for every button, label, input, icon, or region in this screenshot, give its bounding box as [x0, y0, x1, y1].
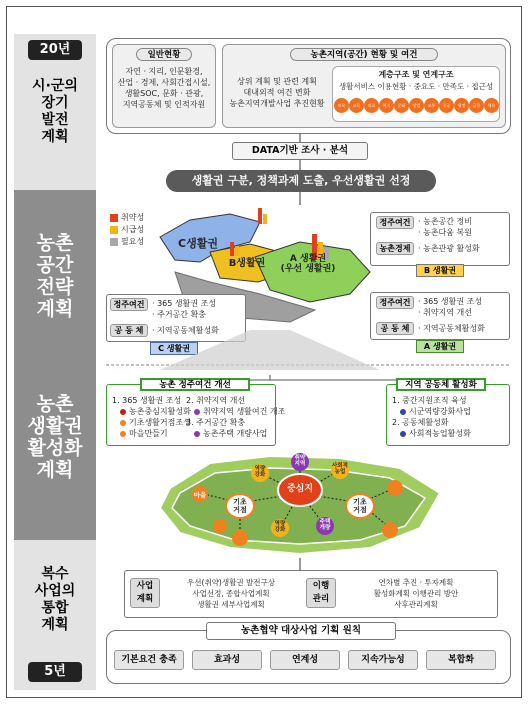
legend-swatch — [110, 214, 118, 222]
service-circle: 상업 — [409, 98, 424, 113]
service-circle: 공공 — [439, 98, 454, 113]
service-usage-text: 생활서비스 이용현황 · 중요도 · 만족도 · 접근성 — [338, 82, 494, 91]
improve-left-item: 기초생활거점조성 — [120, 417, 191, 428]
map-center: 중심지 — [286, 484, 314, 494]
principle-card: 연계성 — [270, 650, 340, 670]
principle-card: 효과성 — [192, 650, 262, 670]
general-status-title: 일반현황 — [136, 48, 192, 61]
principle-card: 기본요건 충족 — [114, 650, 184, 670]
zone-c-label: C생활권 — [178, 237, 218, 250]
improve-title: 농촌 정주여건 개선 — [140, 378, 250, 391]
improve-right-item: 농촌주택 개량사업 — [194, 428, 267, 439]
principle-card: 복합화 — [426, 650, 496, 670]
map-housing: 주택 개량 — [319, 519, 331, 531]
general-status-text: 자연 · 지리, 인문환경, 산업 · 경제, 사회간접시설, 생활SOC, 문화 · 관광, 지역공동체 및 인적자원 — [117, 67, 211, 109]
improve-left-item: 농촌중심지활성화 — [120, 406, 191, 417]
legend-label: 시급성 — [121, 225, 145, 234]
period-5-years: 5년 — [28, 662, 82, 682]
service-circle: 문화 — [394, 98, 409, 113]
service-circle: 교육 — [349, 98, 364, 113]
improve-right-item: 3. 주거공간 확충 — [186, 418, 246, 427]
rural-plan-text: 상위 계획 및 관련 계획 대내외적 여건 변화 농촌지역개발사업 추진현황 — [229, 77, 325, 108]
principle-title: 농촌협약 대상사업 기획 원칙 — [206, 622, 396, 640]
map-village: 마을 — [193, 491, 207, 499]
bullet-dot-icon — [120, 431, 126, 437]
b-zone-footer: B 생활권 — [416, 264, 464, 277]
improve-left-item: 마을만들기 — [120, 428, 168, 439]
service-circle: 복지 — [379, 98, 394, 113]
bullet-dot-icon — [400, 431, 406, 437]
improve-right-item: 취약지역 생활여건 개조 — [194, 406, 285, 417]
improve-right-item: 2. 취약지역 개선 — [186, 396, 246, 405]
community-title: 지역 공동체 활성화 — [396, 378, 486, 391]
period-20-years: 20년 — [28, 40, 82, 60]
a-row2-text: · 지역공동체활성화 — [418, 324, 485, 333]
zone-a-label: A 생활권 (우선 생활권) — [280, 254, 336, 274]
label-integration-plan: 복수 사업의 통합 계획 — [34, 566, 76, 633]
implementation-tag: 이행 관리 — [306, 578, 336, 608]
map-hub-left: 기초 거점 — [233, 498, 247, 514]
map-capacity-1: 역량 강화 — [254, 466, 266, 478]
funnel-shape — [140, 330, 400, 370]
map-capacity-2: 역량 강화 — [274, 521, 286, 533]
b-row1-text: · 농촌공간 정비 · 농촌다움 복원 — [418, 217, 472, 237]
a-row1-tag: 정주여건 — [376, 296, 414, 309]
label-activation-plan: 농촌 생활권 활성화 계획 — [27, 393, 83, 481]
service-circle: 교통 — [424, 98, 439, 113]
business-plan-text: 우선(취약)생활권 발전구상 사업선정, 종합사업계획 생활권 세부사업계획 — [187, 578, 275, 609]
bullet-dot-icon — [194, 409, 200, 415]
service-circle: 체육 — [484, 98, 499, 113]
service-circle: 보육 — [334, 98, 349, 113]
service-circle: 금융 — [469, 98, 484, 113]
community-item: 사회적농업활성화 — [400, 428, 471, 439]
selection-banner: 생활권 구분, 정책과제 도출, 우선생활권 선정 — [166, 170, 436, 192]
map-social-farming: 사회적 농업 — [332, 463, 348, 475]
bullet-dot-icon — [400, 409, 406, 415]
zone-b-label: B생활권 — [228, 258, 266, 269]
map-hub-right: 기초 거점 — [353, 498, 367, 514]
c-row1-tag: 정주여건 — [110, 298, 148, 311]
rural-status-title: 농촌지역(공간) 현황 및 여건 — [290, 48, 438, 61]
label-long-term-plan: 시·군의 장기 발전 계획 — [32, 78, 78, 145]
c-row1-text: · 365 생활권 조성 · 주거공간 확충 — [152, 299, 217, 319]
service-circle: 행정 — [454, 98, 469, 113]
legend-swatch — [110, 238, 118, 246]
data-analysis-label: DATA기반 조사 · 분석 — [232, 142, 368, 160]
a-row1-text: · 365 생활권 조성 · 취약지역 개선 — [418, 297, 483, 317]
principle-card: 지속가능성 — [348, 650, 418, 670]
service-circle: 의료 — [364, 98, 379, 113]
map-weak-area: 취약 지역 — [294, 455, 306, 467]
bullet-dot-icon — [120, 409, 126, 415]
label-spatial-strategy-plan: 농촌 공간 전략 계획 — [36, 232, 74, 320]
community-item: 시군역량강화사업 — [400, 406, 471, 417]
legend-swatch — [110, 226, 118, 234]
hierarchy-title: 계층구조 및 연계구조 — [378, 70, 454, 79]
implementation-text: 연차별 추진 · 투자계획 활성화계획 이행관리 방안 사후관리계획 — [373, 578, 459, 609]
legend-label: 취약성 — [121, 213, 145, 222]
chevron-arrow-icon — [14, 510, 96, 560]
a-row2-tag: 공 동 체 — [376, 322, 414, 335]
bullet-dot-icon — [194, 431, 200, 437]
improve-left-item: 1. 365 생활권 조성 — [112, 396, 182, 405]
c-row2-text: · 지역공동체활성화 — [152, 326, 219, 335]
legend-label: 필요성 — [121, 237, 145, 246]
bullet-dot-icon — [120, 420, 126, 426]
a-zone-footer: A 생활권 — [416, 340, 464, 353]
community-item: 1. 중간지원조직 육성 — [392, 396, 467, 405]
b-row2-tag: 농촌경제 — [376, 242, 414, 255]
c-zone-footer: C 생활권 — [150, 342, 198, 355]
c-row2-tag: 공 동 체 — [110, 324, 148, 337]
business-plan-tag: 사업 계획 — [130, 578, 160, 608]
b-row1-tag: 정주여건 — [376, 216, 414, 229]
community-item: 2. 공동체활성화 — [392, 418, 449, 427]
b-row2-text: · 농촌관광 활성화 — [418, 244, 480, 253]
